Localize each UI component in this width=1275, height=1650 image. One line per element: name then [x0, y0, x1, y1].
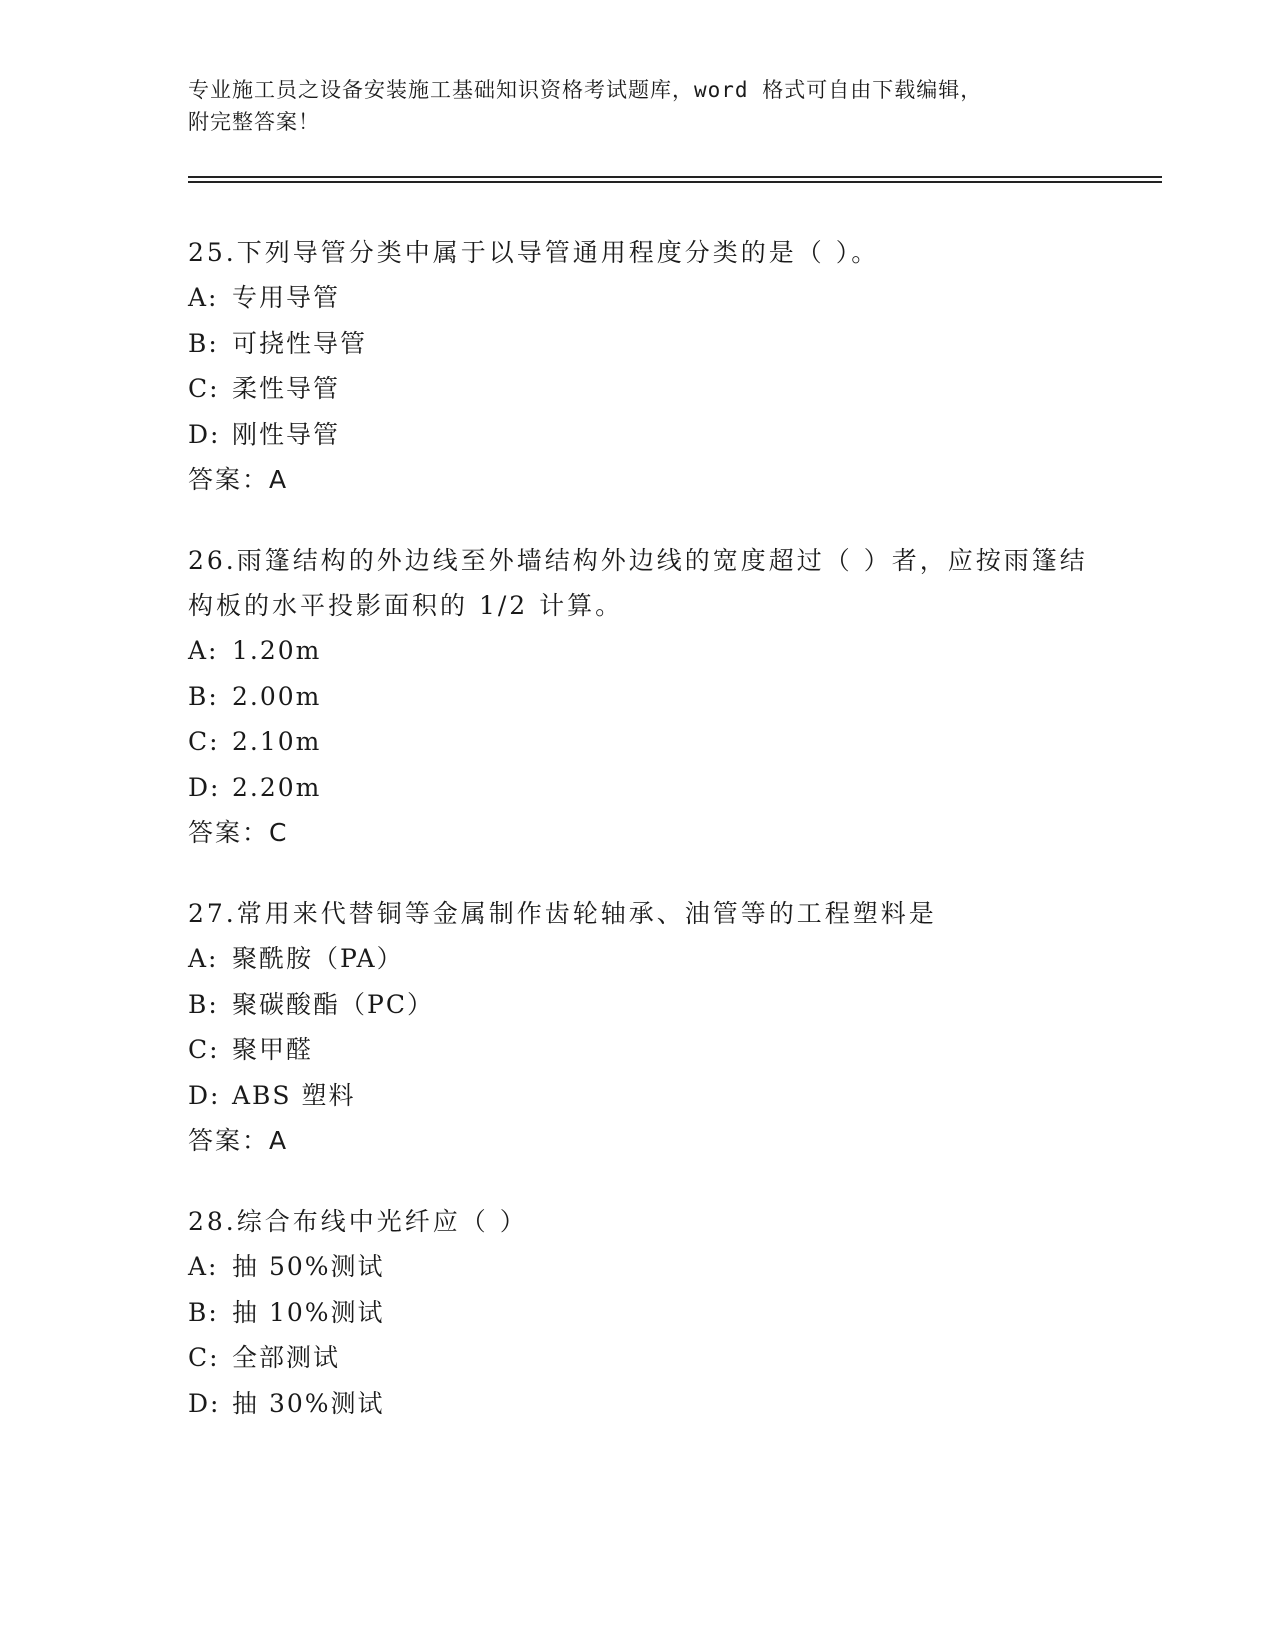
answer-line: 答案：A: [188, 1126, 289, 1155]
option-b: [188, 674, 1088, 720]
option-text: 专用导管: [232, 283, 341, 312]
option-text: 2.00m: [232, 681, 322, 711]
option-c: [188, 719, 1088, 765]
option-c: [188, 366, 1088, 412]
option-c: [188, 1027, 1088, 1073]
option-a: [188, 936, 1088, 982]
option-text: 1.20m: [232, 636, 322, 665]
option-letter: C:: [188, 727, 220, 756]
option-letter: B:: [188, 1297, 219, 1327]
option-a: [188, 275, 1088, 321]
question-stem: 27.常用来代替铜等金属制作齿轮轴承、油管等的工程塑料是: [188, 899, 937, 928]
option-a: [188, 1244, 1088, 1290]
option-d: [188, 1073, 1088, 1119]
option-text: 抽 10%测试: [232, 1297, 385, 1327]
option-d: [188, 412, 1088, 458]
question-stem: 25.下列导管分类中属于以导管通用程度分类的是（ ）。: [188, 238, 880, 267]
option-letter: D:: [188, 1080, 221, 1110]
option-text: 抽 50%测试: [232, 1252, 385, 1281]
option-d: [188, 765, 1088, 811]
option-letter: B:: [188, 328, 219, 358]
option-text: 聚甲醛: [232, 1035, 314, 1064]
option-text: 聚酰胺（PA）: [232, 944, 404, 973]
option-letter: A:: [188, 944, 219, 973]
option-text: 全部测试: [232, 1343, 341, 1372]
header-divider-bottom: [188, 181, 1162, 183]
option-text: ABS 塑料: [232, 1080, 356, 1110]
option-letter: D:: [188, 772, 221, 802]
option-letter: C:: [188, 1035, 220, 1064]
option-b: [188, 1290, 1088, 1336]
option-text: 2.10m: [232, 727, 322, 756]
option-letter: C:: [188, 1343, 220, 1372]
option-letter: A:: [188, 636, 219, 665]
option-c: [188, 1335, 1088, 1381]
option-letter: D:: [188, 419, 221, 449]
option-letter: B:: [188, 989, 219, 1019]
option-b: [188, 321, 1088, 367]
option-a: [188, 628, 1088, 674]
option-letter: D:: [188, 1388, 221, 1418]
question-27: [188, 891, 1088, 1164]
option-text: 柔性导管: [232, 374, 341, 403]
option-letter: A:: [188, 283, 219, 312]
option-text: 可挠性导管: [232, 328, 368, 358]
header-line-2: 附完整答案！: [188, 110, 320, 134]
question-stem: 28.综合布线中光纤应（ ）: [188, 1207, 528, 1236]
option-d: [188, 1381, 1088, 1427]
document-header: [188, 74, 1088, 138]
option-letter: C:: [188, 374, 220, 403]
question-stem: 26.雨篷结构的外边线至外墙结构外边线的宽度超过（ ）者，应按雨篷结构板的水平投影面积的 1/2 计算。: [188, 546, 1088, 620]
question-26: [188, 538, 1088, 856]
question-28: [188, 1199, 1088, 1426]
header-line-1: 专业施工员之设备安装施工基础知识资格考试题库，word 格式可自由下载编辑，: [188, 78, 983, 102]
question-list: [188, 230, 1088, 1461]
option-text: 抽 30%测试: [232, 1388, 385, 1418]
option-b: [188, 982, 1088, 1028]
option-text: 聚碳酸酯（PC）: [232, 989, 434, 1019]
option-letter: A:: [188, 1252, 219, 1281]
option-letter: B:: [188, 681, 219, 711]
question-25: [188, 230, 1088, 503]
option-text: 2.20m: [232, 772, 322, 802]
option-text: 刚性导管: [232, 419, 341, 449]
header-divider-top: [188, 176, 1162, 178]
answer-line: 答案：C: [188, 818, 289, 847]
answer-line: 答案：A: [188, 465, 289, 494]
